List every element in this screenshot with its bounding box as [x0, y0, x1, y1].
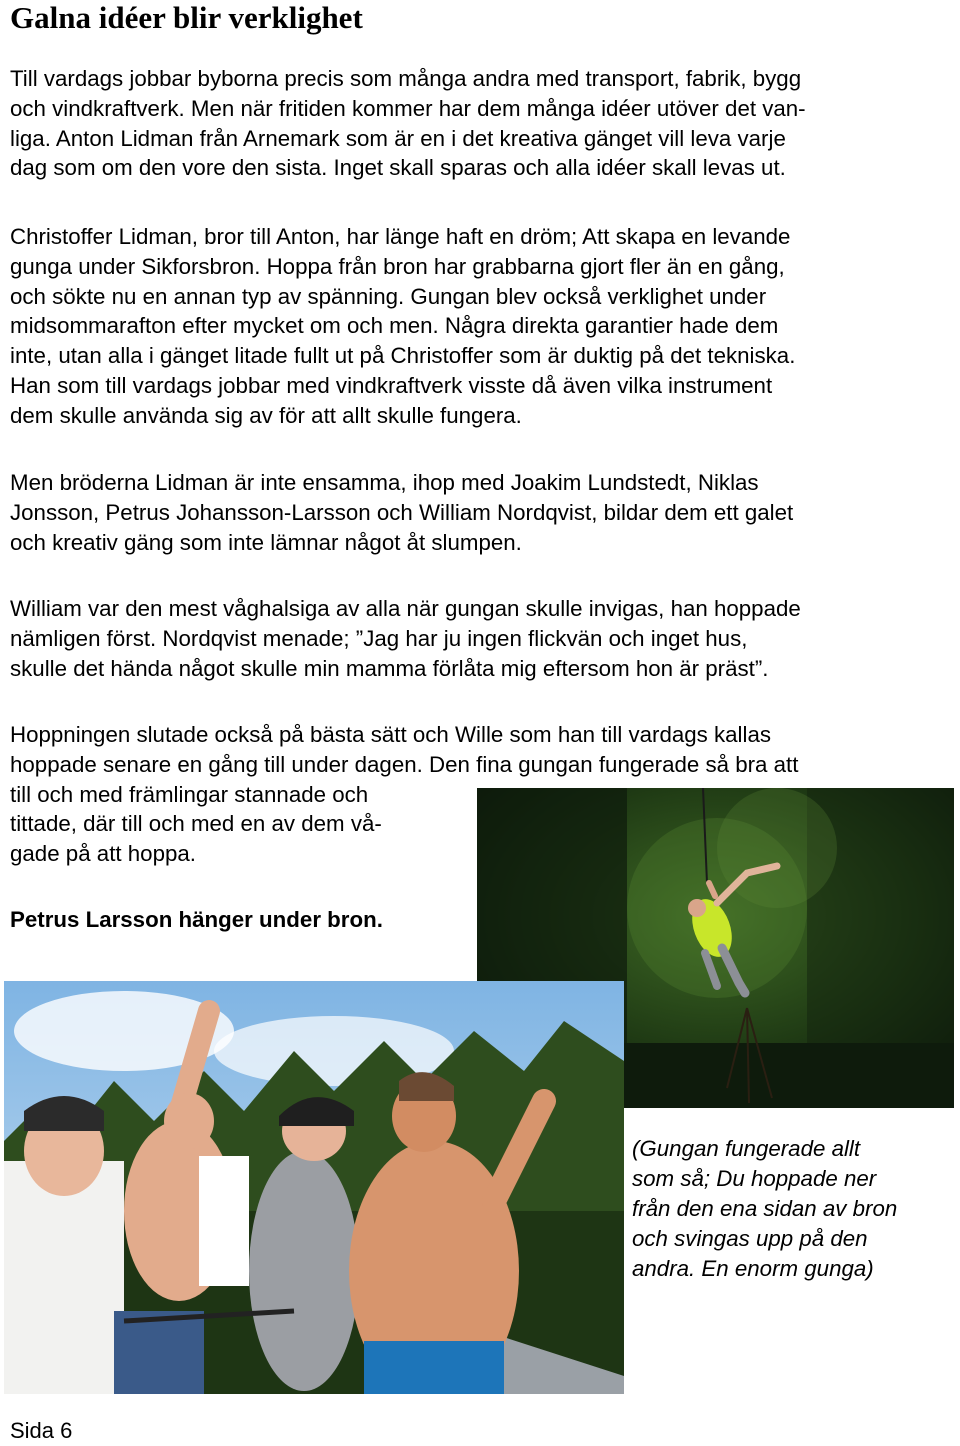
- page-number: Sida 6: [10, 1418, 73, 1443]
- text-line: dem skulle använda sig av för att allt skulle fungera.: [10, 402, 522, 428]
- paragraph-christoffer: [10, 222, 795, 431]
- text-line: Till vardags jobbar byborna precis som många andra med transport, fabrik, bygg: [10, 66, 802, 91]
- text-line: liga. Anton Lidman från Arnemark som är en i det kreativa gänget vill leva varje: [10, 125, 786, 151]
- text-line: hoppade senare en gång till under dagen. Den fina gungan fungerade så bra att: [10, 751, 799, 777]
- caption-hanging: Petrus Larsson hänger under bron.: [10, 907, 383, 932]
- text-line: Jonsson, Petrus Johansson-Larsson och William Nordqvist, bildar dem ett galet: [10, 499, 794, 525]
- caption-line: (Gungan fungerade allt: [632, 1136, 861, 1161]
- caption-swing: [632, 1134, 897, 1284]
- caption-line: från den ena sidan av bron: [632, 1196, 898, 1221]
- text-line: och sökte nu en annan typ av spänning. Gungan blev också verklighet under: [10, 283, 767, 309]
- text-line: William var den mest våghalsiga av alla när gungan skulle invigas, han hoppade: [10, 596, 801, 621]
- text-line: dag som om den vore den sista. Inget skall sparas och alla idéer skall levas ut.: [10, 155, 786, 181]
- text-line: skulle det hända något skulle min mamma förlåta mig eftersom hon är präst”.: [10, 655, 769, 681]
- paragraph-william: [10, 594, 801, 683]
- text-line: nämligen först. Nordqvist menade; ”Jag har ju ingen flickvän och inget hus,: [10, 625, 748, 651]
- caption-line: andra. En enorm gunga): [632, 1256, 874, 1281]
- text-line: Hoppningen slutade också på bästa sätt och Wille som han till vardags kallas: [10, 722, 771, 747]
- text-line: tittade, där till och med en av dem vå-: [10, 811, 382, 837]
- text-line: och kreativ gäng som inte lämnar något åt slumpen.: [10, 529, 522, 555]
- text-line: gade på att hoppa.: [10, 841, 196, 867]
- group-photo-graphic: [4, 981, 624, 1394]
- text-line: Men bröderna Lidman är inte ensamma, ihop med Joakim Lundstedt, Niklas: [10, 470, 759, 495]
- page-title: Galna idéer blir verklighet: [10, 0, 363, 35]
- text-line: gunga under Sikforsbron. Hoppa från bron har grabbarna gjort fler än en gång,: [10, 253, 785, 279]
- caption-line: och svingas upp på den: [632, 1226, 868, 1251]
- text-line: och vindkraftverk. Men när fritiden kommer har dem många idéer utöver det van-: [10, 95, 806, 121]
- paragraph-brothers: [10, 468, 793, 557]
- text-line: Han som till vardags jobbar med vindkraftverk visste då även vilka instrument: [10, 372, 773, 398]
- text-line: inte, utan alla i gänget litade fullt ut på Christoffer som är duktig på det tekniska.: [10, 343, 796, 369]
- text-line: till och med främlingar stannade och: [10, 781, 369, 807]
- caption-line: som så; Du hoppade ner: [632, 1166, 877, 1191]
- paragraph-intro: [10, 64, 806, 183]
- photo-group-bridge: [4, 981, 624, 1394]
- text-line: Christoffer Lidman, bror till Anton, har länge haft en dröm; Att skapa en levande: [10, 224, 791, 249]
- text-line: midsommarafton efter mycket om och men. Några direkta garantier hade dem: [10, 313, 779, 339]
